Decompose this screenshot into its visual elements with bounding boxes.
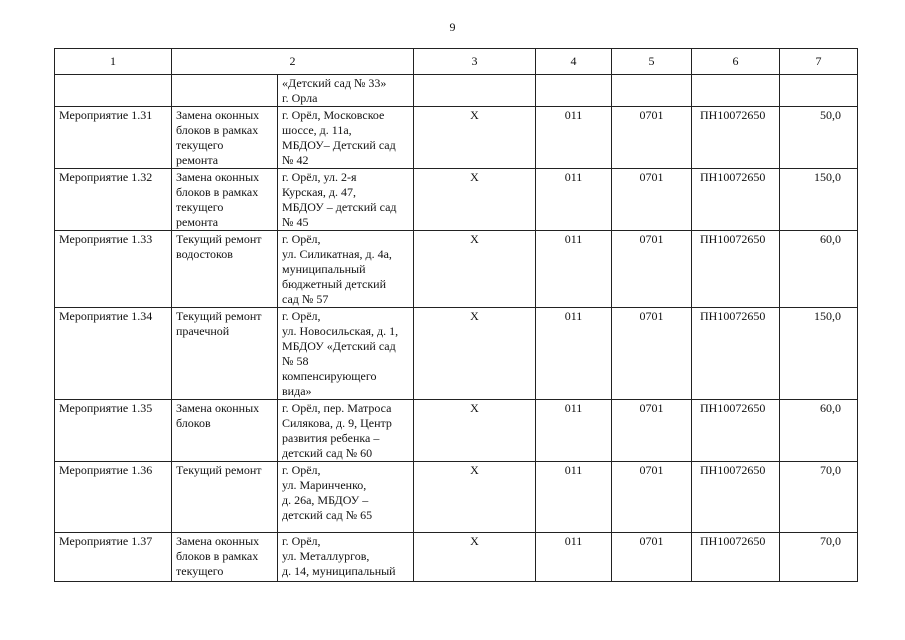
address-cell (278, 533, 414, 582)
column-header-3: 3 (414, 49, 536, 75)
address-line: Курская, д. 47, (282, 185, 357, 199)
col3-cell: Х (414, 308, 536, 400)
amount-cell: 70,0 (780, 462, 858, 533)
event-cell: Мероприятие 1.35 (55, 400, 172, 462)
col3-cell: Х (414, 533, 536, 582)
work-line: Замена оконных (176, 170, 260, 184)
work-cell (172, 533, 278, 582)
work-line: Замена оконных (176, 108, 260, 122)
code-cell: ПН10072650 (692, 231, 780, 308)
address-line: № 58 (282, 354, 309, 368)
table-cell (780, 75, 858, 107)
address-line: ул. Металлургов, (282, 549, 370, 563)
code-cell: ПН10072650 (692, 462, 780, 533)
work-cell (172, 462, 278, 533)
table-row (55, 533, 858, 582)
work-line: ремонта (176, 215, 219, 229)
address-line: г. Орёл, (282, 309, 321, 323)
work-line: блоков в рамках (176, 185, 259, 199)
address-line: детский сад № 65 (282, 508, 373, 522)
header-row (55, 49, 858, 75)
address-cell (278, 231, 414, 308)
address-cell (278, 308, 414, 400)
address-line: г. Орла (282, 91, 318, 105)
address-line: г. Орёл, (282, 463, 321, 477)
address-line: № 45 (282, 215, 309, 229)
work-line: Текущий ремонт (176, 232, 262, 246)
address-line: г. Орёл, Московское (282, 108, 385, 122)
col4-cell: 011 (536, 462, 612, 533)
event-cell: Мероприятие 1.36 (55, 462, 172, 533)
address-line: вида» (282, 384, 312, 398)
work-line: Замена оконных (176, 534, 260, 548)
col4-cell: 011 (536, 400, 612, 462)
work-line: Текущий ремонт (176, 463, 262, 477)
address-line: МБДОУ – детский сад (282, 200, 397, 214)
work-cell (172, 400, 278, 462)
table-row (55, 169, 858, 231)
work-line: блоков (176, 416, 211, 430)
table-row (55, 308, 858, 400)
address-line: ул. Новосильская, д. 1, (282, 324, 399, 338)
table-cell (692, 75, 780, 107)
address-line: шоссе, д. 11а, (282, 123, 352, 137)
col5-cell: 0701 (612, 169, 692, 231)
table-cell (172, 75, 278, 107)
address-line: Силякова, д. 9, Центр (282, 416, 392, 430)
table-cell (536, 75, 612, 107)
address-line: д. 26а, МБДОУ – (282, 493, 369, 507)
amount-cell: 50,0 (780, 107, 858, 169)
code-cell: ПН10072650 (692, 308, 780, 400)
col3-cell: Х (414, 462, 536, 533)
event-cell: Мероприятие 1.33 (55, 231, 172, 308)
work-line: прачечной (176, 324, 230, 338)
work-line: Замена оконных (176, 401, 260, 415)
address-line: бюджетный детский (282, 277, 386, 291)
work-line: водостоков (176, 247, 233, 261)
column-header-5: 5 (612, 49, 692, 75)
column-header-1: 1 (55, 49, 172, 75)
page-number: 9 (449, 20, 456, 34)
work-line: текущего (176, 138, 224, 152)
work-line: блоков в рамках (176, 123, 259, 137)
code-cell: ПН10072650 (692, 533, 780, 582)
col5-cell: 0701 (612, 308, 692, 400)
address-cell (278, 75, 414, 107)
address-line: муниципальный (282, 262, 366, 276)
address-line: сад № 57 (282, 292, 329, 306)
col3-cell: Х (414, 400, 536, 462)
work-line: Текущий ремонт (176, 309, 262, 323)
program-table (54, 48, 858, 582)
work-cell (172, 107, 278, 169)
work-line: текущего (176, 564, 224, 578)
col5-cell: 0701 (612, 400, 692, 462)
work-cell (172, 169, 278, 231)
table-row (55, 400, 858, 462)
table-row (55, 462, 858, 533)
work-cell (172, 231, 278, 308)
work-line: ремонта (176, 153, 219, 167)
work-line: блоков в рамках (176, 549, 259, 563)
col4-cell: 011 (536, 308, 612, 400)
event-cell: Мероприятие 1.34 (55, 308, 172, 400)
amount-cell: 70,0 (780, 533, 858, 582)
event-cell: Мероприятие 1.31 (55, 107, 172, 169)
event-cell: Мероприятие 1.37 (55, 533, 172, 582)
address-line: МБДОУ– Детский сад (282, 138, 396, 152)
col3-cell: Х (414, 107, 536, 169)
work-line: текущего (176, 200, 224, 214)
code-cell: ПН10072650 (692, 107, 780, 169)
column-header-2: 2 (172, 49, 414, 75)
address-line: г. Орёл, (282, 232, 321, 246)
work-cell (172, 308, 278, 400)
column-header-4: 4 (536, 49, 612, 75)
table-row (55, 107, 858, 169)
address-line: ул. Маринченко, (282, 478, 367, 492)
address-line: «Детский сад № 33» (282, 76, 387, 90)
table-row (55, 231, 858, 308)
address-line: МБДОУ «Детский сад (282, 339, 396, 353)
address-cell (278, 107, 414, 169)
continuation-row (55, 75, 858, 107)
col3-cell: Х (414, 231, 536, 308)
col5-cell: 0701 (612, 533, 692, 582)
table-cell (414, 75, 536, 107)
address-line: развития ребенка – (282, 431, 380, 445)
address-line: г. Орёл, (282, 534, 321, 548)
address-line: компенсирующего (282, 369, 377, 383)
col3-cell: Х (414, 169, 536, 231)
address-line: г. Орёл, ул. 2-я (282, 170, 357, 184)
amount-cell: 60,0 (780, 231, 858, 308)
col4-cell: 011 (536, 107, 612, 169)
amount-cell: 150,0 (780, 169, 858, 231)
address-line: г. Орёл, пер. Матроса (282, 401, 392, 415)
address-cell (278, 169, 414, 231)
col4-cell: 011 (536, 533, 612, 582)
table-cell (55, 75, 172, 107)
code-cell: ПН10072650 (692, 400, 780, 462)
address-line: ул. Силикатная, д. 4а, (282, 247, 392, 261)
col5-cell: 0701 (612, 462, 692, 533)
amount-cell: 60,0 (780, 400, 858, 462)
code-cell: ПН10072650 (692, 169, 780, 231)
address-line: д. 14, муниципальный (282, 564, 396, 578)
event-cell: Мероприятие 1.32 (55, 169, 172, 231)
col5-cell: 0701 (612, 231, 692, 308)
address-line: № 42 (282, 153, 309, 167)
address-cell (278, 462, 414, 533)
column-header-7: 7 (780, 49, 858, 75)
column-header-6: 6 (692, 49, 780, 75)
table-cell (612, 75, 692, 107)
address-cell (278, 400, 414, 462)
col5-cell: 0701 (612, 107, 692, 169)
address-line: детский сад № 60 (282, 446, 373, 460)
amount-cell: 150,0 (780, 308, 858, 400)
col4-cell: 011 (536, 169, 612, 231)
col4-cell: 011 (536, 231, 612, 308)
